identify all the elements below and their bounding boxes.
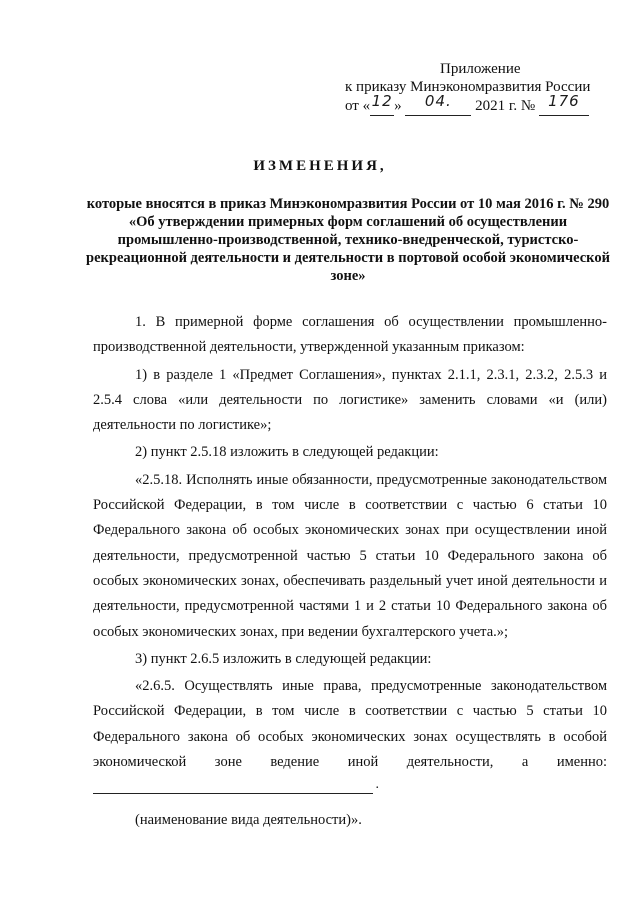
date-prefix: от « — [345, 98, 371, 114]
document-body — [93, 310, 607, 834]
paragraph-2: 1) в разделе 1 «Предмет Соглашения», пунктах 2.1.1, 2.3.1, 2.3.2, 2.5.3 и 2.5.4 слова «или деятельности по логистике» заменить словами «и (или) деятельности по логистике»; — [93, 366, 607, 434]
document-title: ИЗМЕНЕНИЯ, — [253, 158, 387, 174]
year-text: 2021 г. № — [475, 98, 536, 114]
date-day-field — [370, 92, 394, 116]
order-number: 176 — [548, 92, 580, 110]
order-date-line — [330, 92, 620, 116]
date-month-field — [405, 92, 471, 116]
appendix-label: Приложение — [440, 61, 521, 77]
order-reference: к приказу Минэкономразвития России — [345, 79, 591, 95]
document-subtitle: которые вносятся в приказ Минэкономразвития России от 10 мая 2016 г. № 290 «Об утверждении примерных форм соглашений об осуществлении промышленно-производственной, технико-внедренческой, туристско-рекреационной деятельности и деятельности в портовой особой экономической зоне» — [86, 196, 610, 284]
paragraph-4: «2.5.18. Исполнять иные обязанности, предусмотренные законодательством Российской Федерации, в том числе в соответствии с частью 6 статьи 10 Федерального закона об особых экономических зонах при осуществлении иной деятельности, предусмотренной частью 5 статьи 10 Федерального закона об особых экономических зонах, обеспечивать раздельный учет иной деятельности и деятельности, предусмотренной частями 1 и 2 статьи 10 Федерального закона об особых экономических зонах, при ведении бухгалтерского учета.»; — [93, 471, 607, 640]
date-close-quote: » — [394, 98, 402, 114]
paragraph-6: «2.6.5. Осуществлять иные права, предусмотренные законодательством Российской Федерации, в том числе в соответствии с частью 5 статьи 10 Федерального закона об особых экономических зонах осуществлять в особой экономической зоне ведение иной деятельности, а именно: — [93, 678, 607, 771]
date-day: 12 — [371, 92, 393, 110]
appendix-header — [330, 60, 620, 116]
paragraph-5: 3) пункт 2.6.5 изложить в следующей редакции: — [135, 650, 432, 667]
date-month: 04. — [424, 92, 452, 110]
activity-blank-line — [93, 777, 379, 794]
blank-line-period: . — [375, 777, 379, 793]
paragraph-3: 2) пункт 2.5.18 изложить в следующей редакции: — [135, 444, 439, 461]
order-number-field — [539, 92, 589, 116]
blank-line-caption: (наименование вида деятельности)». — [135, 812, 362, 829]
paragraph-1: 1. В примерной форме соглашения об осуществлении промышленно-производственной деятельности, утвержденной указанным приказом: — [93, 314, 607, 356]
